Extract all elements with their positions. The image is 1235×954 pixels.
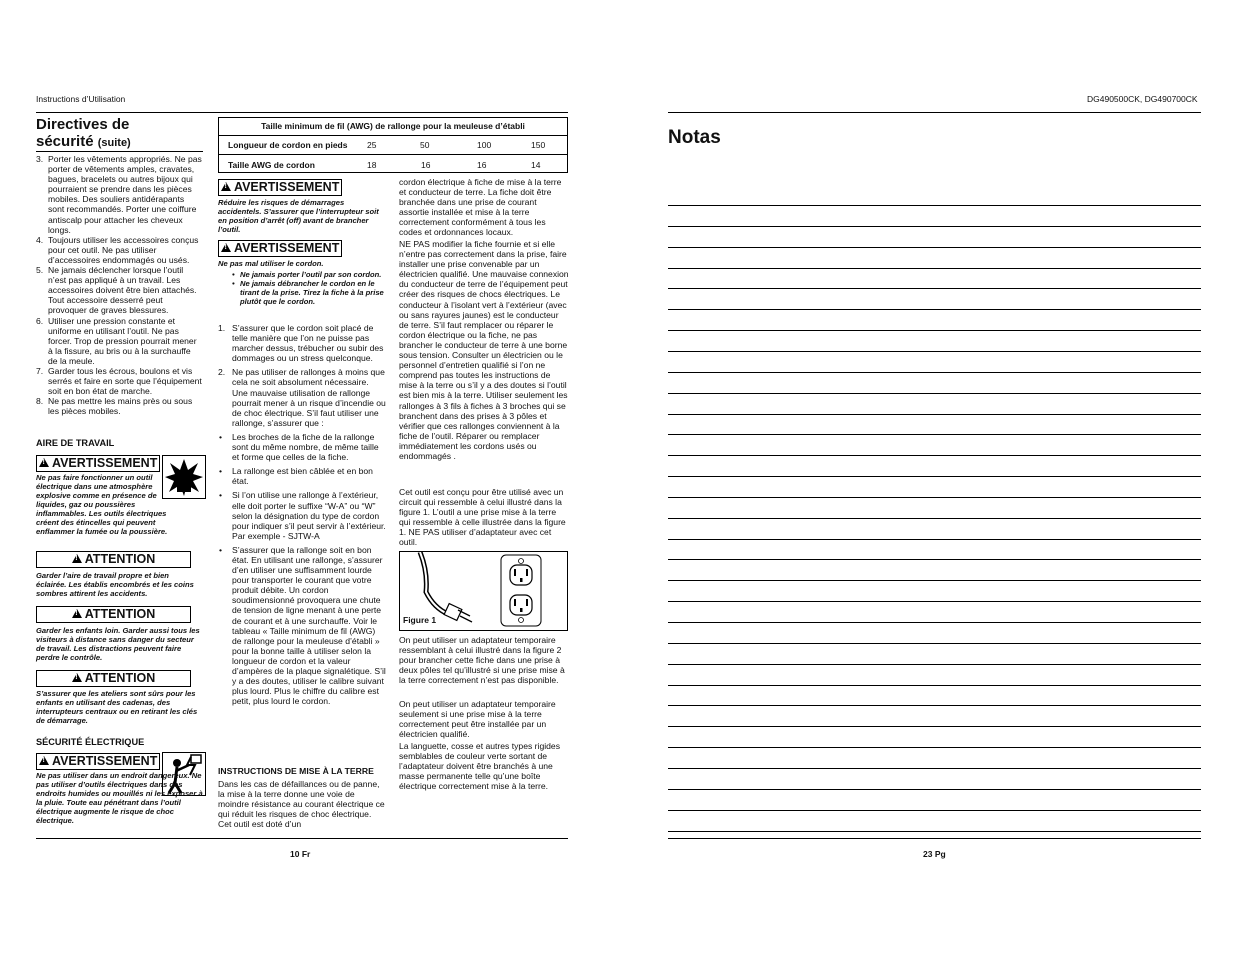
warning-triangle-icon bbox=[72, 554, 82, 563]
warning-text: Ne pas faire fonctionner un outil électrique dans une atmosphère explosive comme en présence de liquides, gaz ou poussières inflammables. Les outils électriques créent des étincelles qui peuvent enflammer la fumée ou la poussière. bbox=[36, 473, 168, 536]
list-item: • Si l’on utilise une rallonge à l’extérieur, elle doit porter le suffixe “W-A” ou “W” selon la désignation du type de cordon pour indiquer s’il peut servir à l’extérieur. Par exemple - SJTW-A bbox=[218, 490, 386, 540]
list-item: 6. Utiliser une pression constante et uniforme en utilisant l’outil. Ne pas forcer. Trop de pression pourrait mener à la fissure, au bris ou à la surchauffe de la meule. bbox=[36, 315, 197, 366]
table-cell: 18 bbox=[367, 160, 377, 170]
note-line bbox=[668, 309, 1201, 310]
attention-label: !ATTENTION bbox=[36, 670, 191, 687]
title-suffix: (suite) bbox=[97, 137, 131, 149]
note-line bbox=[668, 705, 1201, 706]
list-item: 3. Porter les vêtements appropriés. Ne pas porter de vêtements amples, cravates, bagues, bracelets ou autres bijoux qui pourraient se prendre dans les pièces mobiles. Des souliers antidérapants sont recommandés. Porter une coiffure antiscalp pour attacher les cheveux longs. bbox=[36, 154, 202, 235]
table-cell: 100 bbox=[477, 140, 492, 150]
note-line bbox=[668, 789, 1201, 790]
circuit-paragraph: Cet outil est conçu pour être utilisé avec un circuit qui ressemble à celui illustré dans la figure 1. L’outil a une prise mise à la terre qui ressemble à celle illustrée dans la figure 1. NE PAS utiliser d’adaptateur avec cet outil. bbox=[399, 487, 566, 548]
note-line bbox=[668, 539, 1201, 540]
page-header-right: DG490500CK, DG490700CK bbox=[1087, 94, 1198, 104]
list-item: • Les broches de la fiche de la rallonge sont du même nombre, de même taille et forme que celles de la fiche. bbox=[218, 432, 386, 462]
cord-list bbox=[218, 323, 386, 706]
warning-triangle-icon bbox=[72, 609, 82, 618]
page-number-left: 10 Fr bbox=[290, 849, 311, 859]
warning-label: !AVERTISSEMENT bbox=[218, 240, 342, 257]
figure-caption: Figure 1 bbox=[403, 615, 437, 625]
table-cell: 16 bbox=[477, 160, 487, 170]
note-line bbox=[668, 601, 1201, 602]
table-cell: 14 bbox=[531, 160, 541, 170]
list-item: • Ne jamais débrancher le cordon en le tirant de la prise. Tirez la fiche à la prise plutôt que le cordon. bbox=[232, 279, 384, 306]
warning-label: !AVERTISSEMENT bbox=[36, 455, 160, 472]
note-line bbox=[668, 497, 1201, 498]
table-cell: 16 bbox=[421, 160, 431, 170]
note-line bbox=[668, 434, 1201, 435]
elec-heading: SÉCURITÉ ÉLECTRIQUE bbox=[36, 737, 145, 747]
note-line bbox=[668, 247, 1201, 248]
awg-table bbox=[218, 117, 568, 173]
table-cell: 50 bbox=[420, 140, 430, 150]
warning-text: Ne pas utiliser dans un endroit dangereux. Ne pas utiliser d’outils électriques dans des endroits humides ou mouillés ni les exposer à la pluie. Toute eau pénétrant dans l’outil électrique augmente le risque de choc électrique. bbox=[36, 771, 203, 825]
list-item: • S’assurer que la rallonge soit en bon état. En utilisant une rallonge, s’assurer d’en utiliser une suffisamment lourde pour transporter le courant que votre produit débite. Un cordon soudimensionné provoquera une chute de tension de ligne menant à une perte de courant et à une surchauffe. Voir le tableau « Taille minimum de fil (AWG) de rallonge pour la meuleuse d’établi » pour la bonne taille à utiliser selon la longueur de cordon et la valeur d’ampères de la plaque signalétique. S’il y a des doutes, utiliser le calibre suivant plus lourd. Plus le chiffre du calibre est petit, plus lourd le cordon. bbox=[218, 545, 386, 707]
row-label: Longueur de cordon en pieds bbox=[228, 140, 348, 150]
adapter-paragraph: On peut utiliser un adaptateur temporaire ressemblant à celui illustré dans la figure 2 pour brancher cette fiche dans une prise à deux pôles tel qu’illustré si une prise mise à la terre correctement n’est pas disponible. bbox=[399, 635, 565, 686]
attention-label: !ATTENTION bbox=[36, 606, 191, 623]
table-cell: 25 bbox=[367, 140, 377, 150]
note-line bbox=[668, 810, 1201, 811]
note-line bbox=[668, 664, 1201, 665]
note-line bbox=[668, 747, 1201, 748]
list-item: 4. Toujours utiliser les accessoires conçus pour cet outil. Ne pas utiliser d’accessoires endommagés ou usés. bbox=[36, 234, 199, 265]
section-title bbox=[36, 116, 204, 152]
page-number-right: 23 Pg bbox=[923, 849, 946, 859]
note-line bbox=[668, 288, 1201, 289]
warning-label: !AVERTISSEMENT bbox=[36, 753, 160, 770]
table-row bbox=[219, 136, 567, 155]
page-header-left: Instructions d’Utilisation bbox=[36, 94, 126, 104]
attention-text: Garder l’aire de travail propre et bien éclairée. Les établis encombrés et les coins sombres attirent les accidents. bbox=[36, 571, 194, 598]
note-line bbox=[668, 205, 1201, 206]
row-label: Taille AWG de cordon bbox=[228, 160, 315, 170]
table-cell: 150 bbox=[531, 140, 546, 150]
list-item: 8. Ne pas mettre les mains près ou sous les pièces mobiles. bbox=[36, 396, 193, 417]
table-title: Taille minimum de fil (AWG) de rallonge pour la meuleuse d’établi bbox=[219, 118, 567, 136]
note-line bbox=[668, 476, 1201, 477]
list-item: 2. Ne pas utiliser de rallonges à moins que cela ne soit absolument nécessaire. Une mauvaise utilisation de rallonge pourrait mener à un risque d’incendie ou de choc électrique. S’il faut utiliser une rallonge, s’assurer que : bbox=[218, 367, 386, 428]
warning-text: Ne pas mal utiliser le cordon. bbox=[218, 259, 324, 268]
note-line bbox=[668, 580, 1201, 581]
note-line bbox=[668, 455, 1201, 456]
ground-paragraph: cordon électrique à fiche de mise à la terre et conducteur de terre. La fiche doit être branchée dans une prise de courant assortie installée et mise à la terre correctement conformément à tous les codes et ordonnances locaux. bbox=[399, 177, 562, 238]
ground-paragraph: NE PAS modifier la fiche fournie et si elle n’entre pas correctement dans la prise, faire installer une prise convenable par un électricien qualifié. Une mauvaise connexion du conducteur de terre de l’équipement peut créer des risques de chocs électriques. Le conducteur à l’isolant vert à l’extérieur (avec ou sans rayures jaunes) est le conducteur de terre. S’il faut remplacer ou réparer le cordon électrique ou la fiche, ne pas brancher le conducteur de terre à une borne sous tension. Consulter un électricien ou le personnel d’entretien qualifié si l’on ne comprend pas toutes les instructions de mise à la terre ou s’il y a des doutes si l’outil est bien mis à la terre. Utiliser seulement les rallonges à 3 fils à fiches à 3 broches qui se branchent dans des prises à 3 pôles et vérifier que ces rallonges conviennent à la fiche de l’outil. Réparer ou remplacer immédiatement les cordons usés ou endommagés . bbox=[399, 239, 569, 461]
aire-heading: AIRE DE TRAVAIL bbox=[36, 438, 115, 448]
title-line2: sécurité bbox=[36, 133, 94, 150]
ground-text: Dans les cas de défaillances ou de panne, la mise à la terre donne une voie de moindre résistance au courant électrique ce qui réduit les risques de choc électrique. Cet outil est doté d’un bbox=[218, 779, 385, 830]
list-item: 5. Ne jamais déclencher lorsque l’outil n’est pas appliqué à un travail. Les accessoires doivent être bien attachés. Tout accessoire desserré peut provoquer de graves blessures. bbox=[36, 265, 197, 316]
list-item: • La rallonge est bien câblée et en bon état. bbox=[218, 466, 386, 486]
title-rule bbox=[36, 151, 203, 152]
safety-list bbox=[36, 154, 202, 416]
warning-triangle-icon bbox=[221, 243, 231, 252]
attention-label: !ATTENTION bbox=[36, 551, 191, 568]
adapter-paragraph: La languette, cosse et autres types rigides semblables de couleur verte sortant de l’adaptateur doivent être branchés à une masse permanente telle qu’une boîte électrique correctement mise à la terre. bbox=[399, 741, 560, 792]
warning-bullet-list bbox=[232, 270, 388, 306]
header-rule-left bbox=[36, 112, 568, 113]
header-rule-right bbox=[668, 112, 1201, 113]
attention-text: S’assurer que les ateliers sont sûrs pour les enfants en utilisant des cadenas, des interrupteurs centraux ou en retirant les clés de démarrage. bbox=[36, 689, 198, 725]
attention-text: Garder les enfants loin. Garder aussi tous les visiteurs à distance sans danger du secteur de travail. Les distractions peuvent faire perdre le contrôle. bbox=[36, 626, 200, 662]
note-line bbox=[668, 414, 1201, 415]
note-line bbox=[668, 768, 1201, 769]
note-line bbox=[668, 268, 1201, 269]
note-line bbox=[668, 643, 1201, 644]
list-item: 7. Garder tous les écrous, boulons et vis serrés et faire en sorte que l’équipement soit en bon état de marche. bbox=[36, 365, 202, 397]
ground-heading: INSTRUCTIONS DE MISE À LA TERRE bbox=[218, 766, 374, 776]
note-line bbox=[668, 393, 1201, 394]
title-line1: Directives de bbox=[36, 116, 130, 133]
warning-triangle-icon bbox=[39, 756, 49, 765]
footer-rule-right bbox=[668, 838, 1201, 839]
note-line bbox=[668, 726, 1201, 727]
list-item: • Ne jamais porter l’outil par son cordon. bbox=[232, 270, 382, 279]
adapter-paragraph: On peut utiliser un adaptateur temporaire seulement si une prise mise à la terre correctement peut être installée par un électricien qualifié. bbox=[399, 699, 556, 740]
figure-1 bbox=[399, 551, 568, 631]
notes-title: Notas bbox=[668, 127, 721, 148]
warning-text: Réduire les risques de démarrages accidentels. S’assurer que l’interrupteur soit en position d’arrêt (off) avant de brancher l’outil. bbox=[218, 198, 379, 234]
note-line bbox=[668, 622, 1201, 623]
footer-rule-left bbox=[36, 838, 568, 839]
note-line bbox=[668, 685, 1201, 686]
note-line bbox=[668, 330, 1201, 331]
warning-label: !AVERTISSEMENT bbox=[218, 179, 342, 196]
warning-triangle-icon bbox=[72, 673, 82, 682]
note-line bbox=[668, 372, 1201, 373]
warning-triangle-icon bbox=[39, 458, 49, 467]
note-line bbox=[668, 226, 1201, 227]
note-line bbox=[668, 831, 1201, 832]
note-line bbox=[668, 518, 1201, 519]
warning-triangle-icon bbox=[221, 182, 231, 191]
table-row bbox=[219, 155, 567, 173]
note-line bbox=[668, 351, 1201, 352]
note-line bbox=[668, 559, 1201, 560]
list-item: 1. S’assurer que le cordon soit placé de telle manière que l’on ne puisse pas marcher dessus, trébucher ou subir des dommages ou un stress quelconque. bbox=[218, 323, 384, 364]
